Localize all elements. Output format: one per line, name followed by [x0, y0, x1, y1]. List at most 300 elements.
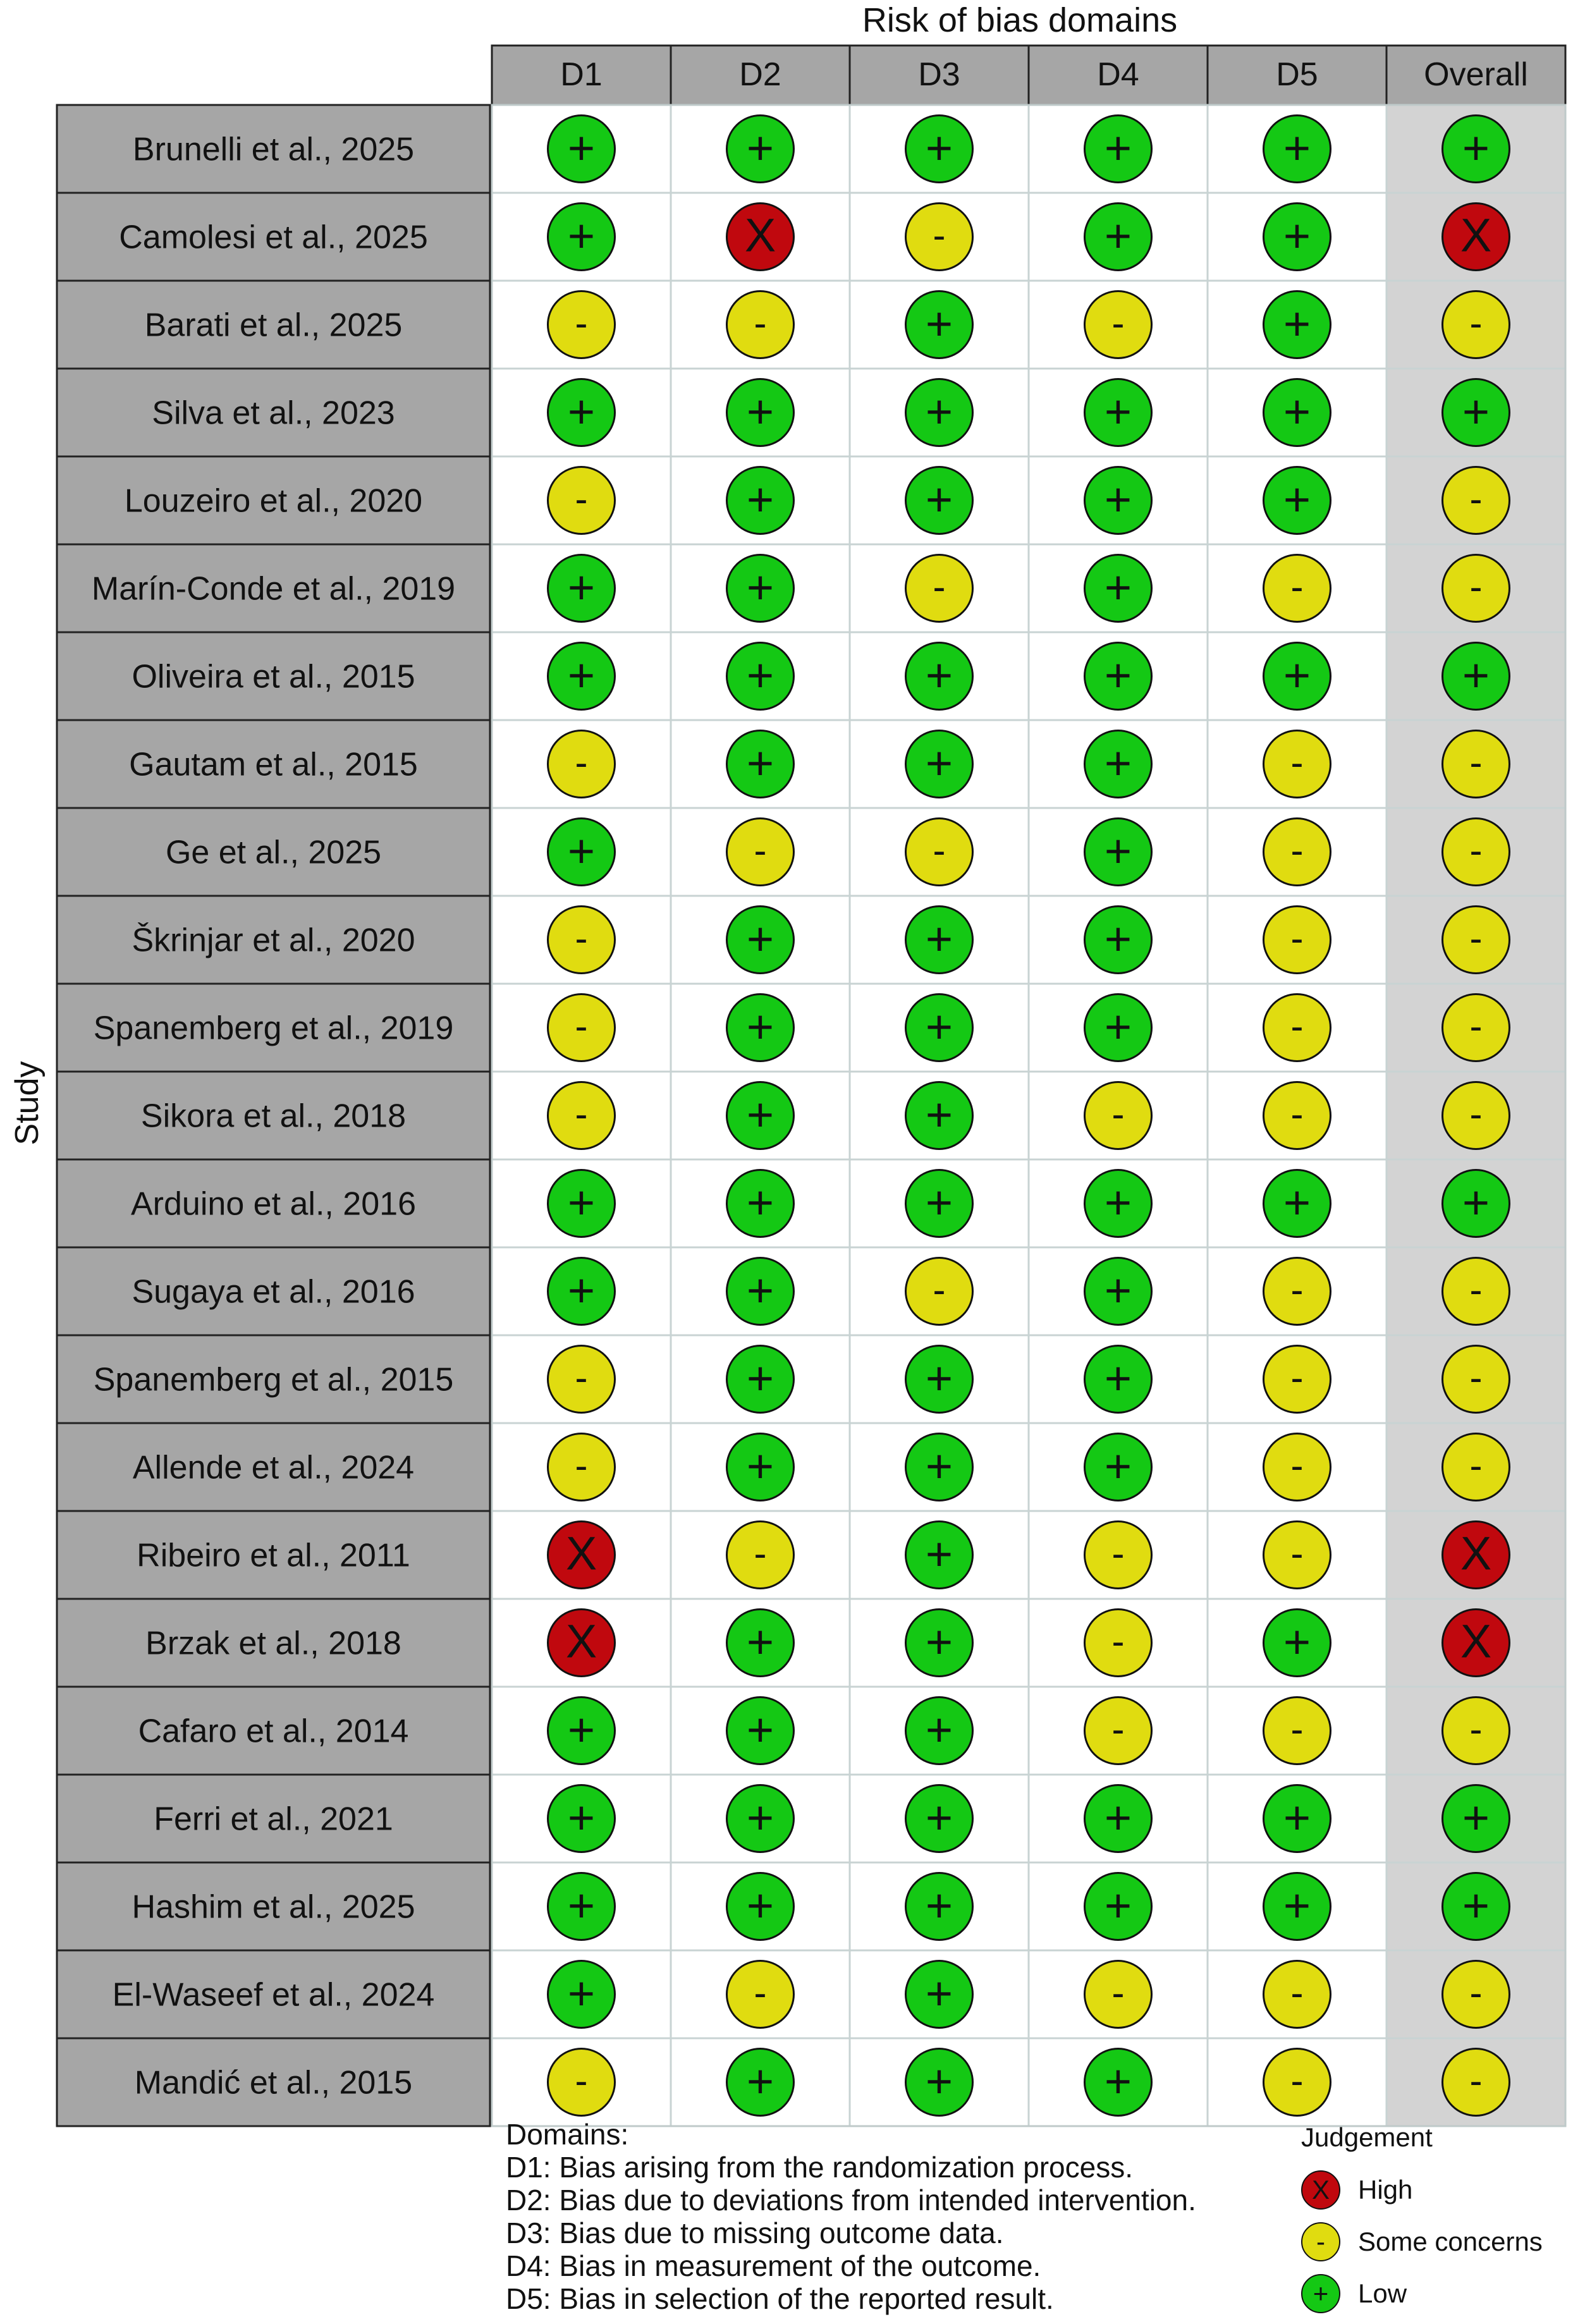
judgement-symbol: - [1469, 1268, 1483, 1311]
judgement-symbol: - [1469, 741, 1483, 784]
judgement-symbol: + [1283, 385, 1311, 438]
judgement-some-icon [1264, 1258, 1331, 1325]
judgement-symbol: - [1290, 1708, 1304, 1751]
study-label: Arduino et al., 2016 [131, 1185, 416, 1223]
judgement-some-icon [1443, 291, 1510, 358]
judgement-symbol: - [1111, 1708, 1125, 1751]
judgement-low-icon [1085, 204, 1152, 271]
judgement-symbol: + [925, 385, 953, 438]
study-label: Marín-Conde et al., 2019 [91, 570, 456, 608]
judgement-symbol: + [1104, 121, 1132, 174]
judgement-some-icon [1443, 467, 1510, 534]
judgement-symbol: - [1469, 829, 1483, 872]
judgement-symbol: + [1283, 1791, 1311, 1844]
judgement-low-icon [548, 555, 615, 622]
judgement-low-icon [1264, 467, 1331, 534]
judgement-some-icon [1443, 555, 1510, 622]
judgement-symbol: - [575, 2059, 588, 2102]
study-label: Silva et al., 2023 [152, 394, 395, 432]
judgement-symbol: + [746, 737, 774, 790]
judgement-some-icon [1264, 819, 1331, 886]
judgement-symbol: + [746, 561, 774, 614]
judgement-low-icon [906, 1170, 973, 1237]
judgement-symbol: - [933, 1268, 946, 1311]
judgement-symbol: + [925, 912, 953, 965]
study-label: El-Waseef et al., 2024 [112, 1976, 435, 2014]
judgement-symbol: + [1283, 297, 1311, 350]
some-concerns-icon: - [1301, 2222, 1340, 2261]
judgement-some-icon [1443, 1434, 1510, 1501]
study-labels [57, 105, 490, 2126]
judgement-low-icon [727, 1873, 794, 1940]
judgement-symbol: - [1111, 1532, 1125, 1575]
judgement-symbol: + [1283, 1176, 1311, 1229]
judgement-symbol: - [1469, 2059, 1483, 2102]
judgement-symbol: + [1462, 1791, 1490, 1844]
judgement-symbol: + [567, 1791, 596, 1844]
judgement-low-icon [727, 643, 794, 710]
judgement-symbol: + [1104, 1440, 1132, 1493]
judgement-symbol: - [1469, 477, 1483, 520]
judgement-symbol: + [1283, 1615, 1311, 1668]
judgement-symbol: + [1104, 737, 1132, 790]
study-label: Louzeiro et al., 2020 [124, 482, 423, 520]
column-header-label: D2 [739, 56, 781, 93]
judgement-low-icon [1264, 643, 1331, 710]
judgement-low-icon [906, 2049, 973, 2116]
judgement-symbol: + [925, 1791, 953, 1844]
y-axis-label: Study [9, 1061, 46, 1146]
judgement-low-icon [1443, 116, 1510, 183]
judgement-symbol: + [567, 561, 596, 614]
judgement-legend-some-concerns [1301, 2216, 1543, 2268]
judgement-symbol: + [746, 1440, 774, 1493]
judgement-symbol: + [1104, 561, 1132, 614]
judgement-symbol: + [746, 912, 774, 965]
study-label: Mandić et al., 2015 [134, 2064, 413, 2101]
judgement-some-icon [548, 1082, 615, 1149]
judgement-some-icon [1264, 1082, 1331, 1149]
judgement-symbol: + [925, 1703, 953, 1756]
judgement-low-icon [906, 994, 973, 1061]
judgement-symbol: + [1104, 649, 1132, 702]
judgement-low-icon [727, 555, 794, 622]
judgement-high-icon [1443, 204, 1510, 271]
judgement-some-icon [1264, 994, 1331, 1061]
judgement-symbol: X [565, 1527, 597, 1580]
judgement-symbol: + [1462, 649, 1490, 702]
judgement-symbol: + [925, 1440, 953, 1493]
judgement-symbol: - [1111, 1971, 1125, 2014]
judgement-some-icon [906, 1258, 973, 1325]
judgement-symbol: + [1104, 912, 1132, 965]
judgement-symbol: - [575, 917, 588, 960]
judgement-legend [1301, 2121, 1543, 2320]
judgement-symbol: - [1290, 1971, 1304, 2014]
study-label: Allende et al., 2024 [132, 1449, 415, 1486]
judgement-low-icon [1264, 291, 1331, 358]
judgement-low-icon [1264, 204, 1331, 271]
chart-title: Risk of bias domains [862, 1, 1178, 39]
judgement-symbol: - [1290, 917, 1304, 960]
judgement-some-icon [548, 731, 615, 798]
judgement-symbol: + [746, 1615, 774, 1668]
judgement-label-high: High [1358, 2175, 1413, 2205]
judgement-low-icon [548, 1961, 615, 2028]
judgement-some-icon [1264, 555, 1331, 622]
judgement-symbol: - [1469, 1444, 1483, 1487]
judgement-symbol: - [575, 477, 588, 520]
judgement-symbol: - [1290, 1532, 1304, 1575]
judgement-low-icon [727, 1258, 794, 1325]
column-header-label: D5 [1276, 56, 1318, 93]
judgement-high-icon [727, 204, 794, 271]
judgement-some-icon [1085, 291, 1152, 358]
judgement-high-icon [548, 1522, 615, 1589]
judgement-symbol: + [1283, 209, 1311, 262]
judgement-symbol: + [925, 649, 953, 702]
judgement-symbol: - [1469, 302, 1483, 345]
judgement-low-icon [548, 1873, 615, 1940]
judgement-symbol: + [1462, 121, 1490, 174]
judgement-symbol: X [1460, 1527, 1492, 1580]
judgement-symbol: - [1111, 302, 1125, 345]
judgement-symbol: - [1111, 1092, 1125, 1135]
judgement-label-some-concerns: Some concerns [1358, 2227, 1543, 2256]
judgement-low-icon [727, 1697, 794, 1764]
judgement-some-icon [1264, 1961, 1331, 2028]
study-label: Brzak et al., 2018 [145, 1625, 401, 1662]
judgement-symbol: + [925, 473, 953, 526]
judgement-symbol: + [1104, 385, 1132, 438]
judgement-symbol: + [925, 1615, 953, 1668]
study-label: Gautam et al., 2015 [129, 746, 418, 783]
judgement-symbol: - [1290, 741, 1304, 784]
judgement-some-icon [548, 291, 615, 358]
judgement-some-icon [1443, 731, 1510, 798]
judgement-low-icon [548, 643, 615, 710]
judgement-symbol: + [1462, 1176, 1490, 1229]
judgement-low-icon [548, 1170, 615, 1237]
judgement-symbol: + [746, 1000, 774, 1053]
judgement-symbol: + [567, 209, 596, 262]
judgement-low-icon [1085, 994, 1152, 1061]
domain-description-d4: D4: Bias in measurement of the outcome. [506, 2249, 1041, 2282]
low-risk-icon: + [1301, 2274, 1340, 2313]
study-label: Ge et al., 2025 [165, 834, 382, 871]
judgement-low-icon [727, 467, 794, 534]
judgement-some-icon [727, 1522, 794, 1589]
judgement-symbol: + [1104, 824, 1132, 878]
judgement-symbol: X [1460, 1615, 1492, 1668]
domain-description-d3: D3: Bias due to missing outcome data. [506, 2217, 1004, 2249]
judgement-symbol: - [1469, 1092, 1483, 1135]
judgement-some-icon [1443, 1697, 1510, 1764]
judgement-low-icon [1085, 907, 1152, 974]
judgement-symbol: + [746, 1352, 774, 1405]
study-label: Cafaro et al., 2014 [138, 1713, 409, 1750]
judgement-some-icon [1443, 1346, 1510, 1413]
column-header-label: D1 [560, 56, 603, 93]
judgement-symbol: + [567, 121, 596, 174]
judgement-symbol: + [1104, 1879, 1132, 1932]
judgement-low-icon [727, 1434, 794, 1501]
column-header-label: Overall [1424, 56, 1528, 93]
judgement-symbol: + [746, 473, 774, 526]
judgement-some-icon [727, 819, 794, 886]
judgement-some-icon [1264, 1434, 1331, 1501]
judgement-symbol: - [1290, 565, 1304, 608]
judgement-symbol: - [1290, 1444, 1304, 1487]
judgement-symbol: + [567, 1879, 596, 1932]
judgement-low-icon [548, 819, 615, 886]
judgement-low-icon [1443, 1785, 1510, 1852]
judgement-low-icon [548, 1697, 615, 1764]
judgement-symbol: - [1290, 1268, 1304, 1311]
judgement-low-icon [1085, 819, 1152, 886]
judgement-low-icon [727, 1346, 794, 1413]
judgement-high-icon [1443, 1610, 1510, 1677]
study-label: Barati et al., 2025 [144, 307, 403, 344]
judgement-some-icon [548, 907, 615, 974]
judgement-symbol: - [933, 829, 946, 872]
study-label: Ribeiro et al., 2011 [137, 1537, 410, 1574]
judgement-symbol: - [575, 1444, 588, 1487]
judgement-symbol: + [567, 385, 596, 438]
judgement-low-icon [906, 907, 973, 974]
judgement-some-icon [1264, 1346, 1331, 1413]
judgement-low-icon [727, 994, 794, 1061]
judgement-symbol: + [1104, 1352, 1132, 1405]
judgement-some-icon [727, 1961, 794, 2028]
judgement-symbol: + [925, 121, 953, 174]
judgement-symbol: + [1104, 1000, 1132, 1053]
judgement-low-icon [1443, 1873, 1510, 1940]
judgement-low-icon [1264, 1873, 1331, 1940]
judgement-symbol: + [746, 1088, 774, 1141]
study-label: Spanemberg et al., 2019 [93, 1010, 454, 1047]
judgement-high-icon [1443, 1522, 1510, 1589]
judgement-symbol: - [1290, 829, 1304, 872]
judgement-symbol: + [567, 649, 596, 702]
judgement-symbol: - [575, 1356, 588, 1399]
judgement-symbol: + [567, 824, 596, 878]
judgement-some-icon [1264, 731, 1331, 798]
study-label: Sikora et al., 2018 [140, 1098, 407, 1135]
judgement-low-icon [1085, 1785, 1152, 1852]
judgement-some-icon [906, 204, 973, 271]
judgement-low-icon [906, 643, 973, 710]
judgement-symbol: + [746, 2055, 774, 2108]
judgement-some-icon [1085, 1697, 1152, 1764]
judgement-low-icon [727, 1610, 794, 1677]
judgement-symbol: - [575, 741, 588, 784]
judgement-symbol: + [567, 1264, 596, 1317]
judgement-low-icon [1085, 379, 1152, 446]
study-label: Spanemberg et al., 2015 [93, 1361, 454, 1398]
judgement-symbol: + [746, 1176, 774, 1229]
judgement-symbol: - [1290, 1005, 1304, 1048]
study-label: Oliveira et al., 2015 [132, 658, 415, 695]
judgement-symbol: - [1290, 1092, 1304, 1135]
judgement-symbol: + [1462, 1879, 1490, 1932]
judgement-low-icon [727, 907, 794, 974]
judgement-some-icon [1443, 1258, 1510, 1325]
judgement-low-icon [727, 2049, 794, 2116]
judgement-low-icon [1085, 555, 1152, 622]
judgement-low-icon [727, 379, 794, 446]
judgement-low-icon [906, 1434, 973, 1501]
judgement-legend-title: Judgement [1301, 2122, 1433, 2152]
column-header-label: D3 [918, 56, 960, 93]
judgement-symbol: + [746, 1264, 774, 1317]
judgement-symbol: X [744, 209, 776, 262]
judgement-low-icon [1085, 467, 1152, 534]
column-header-label: D4 [1097, 56, 1139, 93]
judgement-symbol: + [1104, 473, 1132, 526]
judgement-some-icon [548, 1346, 615, 1413]
judgement-some-icon [1264, 1522, 1331, 1589]
judgement-low-icon [906, 116, 973, 183]
judgement-symbol: + [925, 1879, 953, 1932]
judgement-legend-high [1301, 2164, 1543, 2216]
judgement-symbol: + [746, 121, 774, 174]
judgement-legend-low [1301, 2268, 1543, 2320]
judgement-low-icon [1085, 1346, 1152, 1413]
judgement-some-icon [1085, 1610, 1152, 1677]
judgement-some-icon [548, 1434, 615, 1501]
judgement-low-icon [1085, 1170, 1152, 1237]
study-label: Sugaya et al., 2016 [132, 1273, 415, 1311]
judgement-some-icon [1443, 819, 1510, 886]
judgement-some-icon [1085, 1522, 1152, 1589]
judgement-some-icon [1264, 1697, 1331, 1764]
judgement-low-icon [1443, 1170, 1510, 1237]
judgement-symbol: - [575, 1092, 588, 1135]
study-label: Brunelli et al., 2025 [132, 131, 415, 168]
judgement-low-icon [1085, 643, 1152, 710]
judgement-symbol: - [1469, 565, 1483, 608]
study-label: Ferri et al., 2021 [154, 1801, 393, 1838]
study-label: Škrinjar et al., 2020 [132, 922, 415, 959]
judgement-symbol: - [754, 1532, 767, 1575]
judgement-some-icon [1443, 1082, 1510, 1149]
judgement-symbol: + [925, 1967, 953, 2020]
judgement-grid [492, 105, 1565, 2126]
judgement-symbol: - [1469, 1356, 1483, 1399]
judgement-low-icon [727, 1082, 794, 1149]
judgement-some-icon [1443, 2049, 1510, 2116]
judgement-symbol: + [1104, 2055, 1132, 2108]
judgement-symbol: + [925, 2055, 953, 2108]
judgement-low-icon [1085, 2049, 1152, 2116]
judgement-high-icon [548, 1610, 615, 1677]
domains-legend-title: Domains: [506, 2118, 629, 2151]
judgement-low-icon [1085, 731, 1152, 798]
domain-description-d5: D5: Bias in selection of the reported result. [506, 2282, 1054, 2315]
judgement-symbol: + [1104, 1791, 1132, 1844]
judgement-symbol: + [567, 1703, 596, 1756]
judgement-some-icon [1264, 2049, 1331, 2116]
judgement-some-icon [1085, 1961, 1152, 2028]
judgement-symbol: + [1283, 649, 1311, 702]
domains-legend [506, 2118, 1196, 2315]
judgement-symbol: + [925, 1088, 953, 1141]
judgement-symbol: X [1460, 209, 1492, 262]
judgement-symbol: - [1469, 1971, 1483, 2014]
judgement-low-icon [1264, 379, 1331, 446]
judgement-low-icon [906, 731, 973, 798]
domain-headers [492, 46, 1565, 105]
judgement-some-icon [906, 819, 973, 886]
judgement-low-icon [727, 116, 794, 183]
judgement-some-icon [906, 555, 973, 622]
judgement-low-icon [1085, 1434, 1152, 1501]
judgement-low-icon [1085, 116, 1152, 183]
judgement-symbol: - [1290, 2059, 1304, 2102]
judgement-symbol: - [933, 214, 946, 257]
judgement-low-icon [1085, 1873, 1152, 1940]
study-label: Camolesi et al., 2025 [119, 219, 428, 256]
judgement-symbol: + [1283, 473, 1311, 526]
judgement-low-icon [906, 1522, 973, 1589]
judgement-low-icon [548, 379, 615, 446]
judgement-low-icon [906, 1346, 973, 1413]
judgement-low-icon [906, 1082, 973, 1149]
judgement-low-icon [1443, 379, 1510, 446]
judgement-label-low: Low [1358, 2278, 1407, 2308]
judgement-low-icon [1085, 1258, 1152, 1325]
judgement-symbol: X [565, 1615, 597, 1668]
judgement-some-icon [548, 994, 615, 1061]
judgement-symbol: - [754, 1971, 767, 2014]
judgement-symbol: + [746, 649, 774, 702]
judgement-low-icon [906, 1610, 973, 1677]
judgement-symbol: + [925, 1000, 953, 1053]
judgement-symbol: - [1111, 1620, 1125, 1663]
judgement-low-icon [906, 1785, 973, 1852]
judgement-symbol: - [754, 302, 767, 345]
domain-description-d2: D2: Bias due to deviations from intended intervention. [506, 2184, 1196, 2217]
judgement-low-icon [906, 467, 973, 534]
judgement-some-icon [1085, 1082, 1152, 1149]
judgement-some-icon [727, 291, 794, 358]
judgement-symbol: - [933, 565, 946, 608]
judgement-low-icon [548, 1258, 615, 1325]
judgement-some-icon [1264, 907, 1331, 974]
judgement-low-icon [906, 1961, 973, 2028]
judgement-low-icon [1264, 1170, 1331, 1237]
judgement-low-icon [1264, 1610, 1331, 1677]
judgement-symbol: - [1469, 1005, 1483, 1048]
high-risk-icon: X [1301, 2170, 1340, 2210]
judgement-symbol: - [575, 1005, 588, 1048]
judgement-symbol: + [567, 1176, 596, 1229]
judgement-low-icon [727, 1170, 794, 1237]
judgement-symbol: + [567, 1967, 596, 2020]
judgement-symbol: + [1104, 1264, 1132, 1317]
judgement-symbol: - [754, 829, 767, 872]
judgement-low-icon [906, 379, 973, 446]
judgement-symbol: + [746, 1791, 774, 1844]
judgement-symbol: - [575, 302, 588, 345]
judgement-symbol: + [925, 737, 953, 790]
judgement-symbol: - [1469, 1708, 1483, 1751]
judgement-low-icon [1443, 643, 1510, 710]
judgement-low-icon [548, 116, 615, 183]
judgement-some-icon [548, 467, 615, 534]
judgement-low-icon [906, 1873, 973, 1940]
